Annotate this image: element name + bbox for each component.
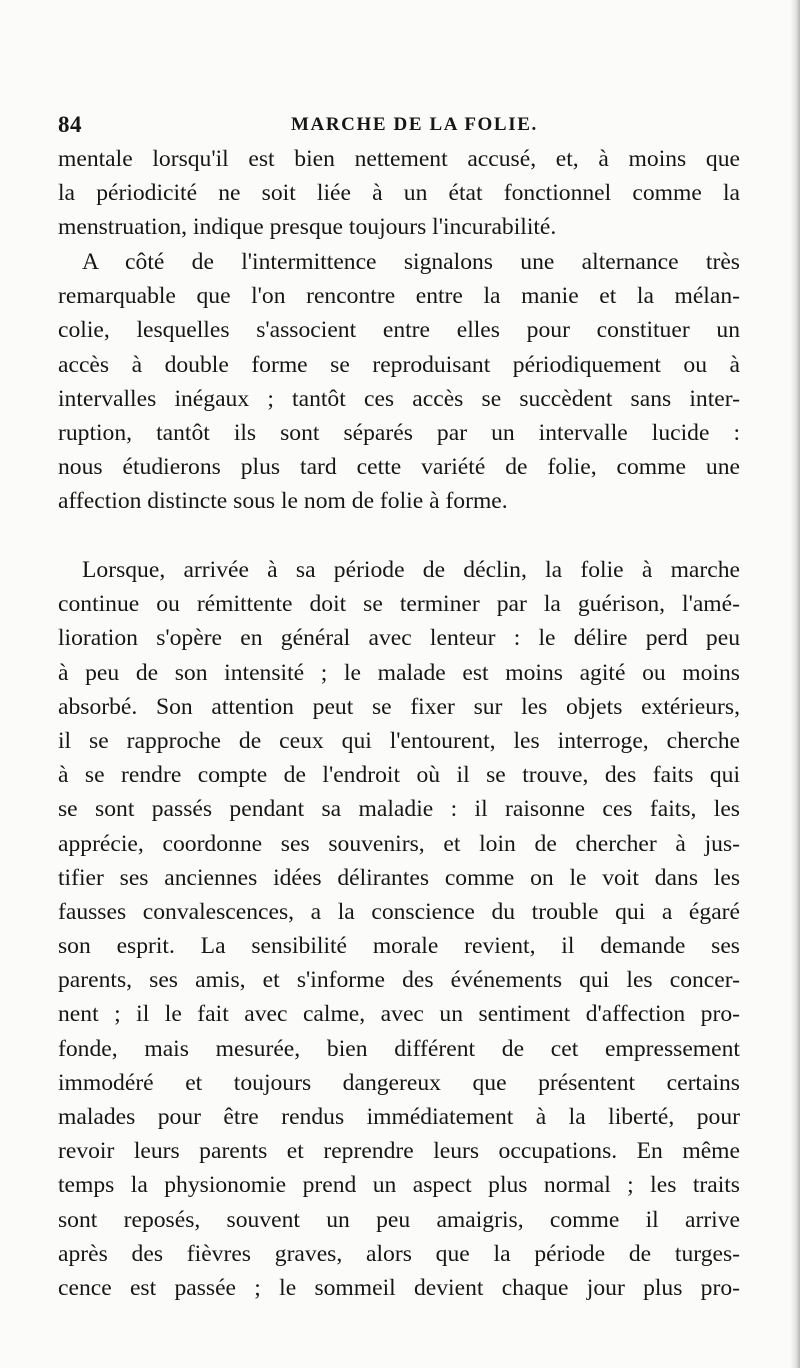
- text-line: immodéré et toujours dangereux que présentent certains: [58, 1069, 740, 1096]
- paragraph-3: [58, 553, 740, 1305]
- text-line: fausses convalescences, a la conscience du trouble qui a égaré: [58, 898, 740, 925]
- text-line: la périodicité ne soit liée à un état fonctionnel comme la: [58, 180, 740, 207]
- text-line: il se rapproche de ceux qui l'entourent, les interroge, cherche: [58, 727, 740, 754]
- text-line: accès à double forme se reproduisant périodiquement ou à: [58, 351, 740, 378]
- text-line: A côté de l'intermittence signalons une alternance très: [82, 249, 740, 275]
- text-line: se sont passés pendant sa maladie : il raisonne ces faits, les: [58, 796, 740, 823]
- text-line: colie, lesquelles s'associent entre elles pour constituer un: [58, 317, 740, 344]
- text-line: parents, ses amis, et s'informe des événements qui les concer-: [58, 967, 740, 994]
- text-line: revoir leurs parents et reprendre leurs occupations. En même: [58, 1138, 740, 1165]
- text-line: intervalles inégaux ; tantôt ces accès se succèdent sans inter-: [58, 385, 740, 412]
- text-line: après des fièvres graves, alors que la période de turges-: [58, 1240, 740, 1267]
- text-line: sont reposés, souvent un peu amaigris, comme il arrive: [58, 1206, 740, 1233]
- text-line: mentale lorsqu'il est bien nettement accusé, et, à moins que: [58, 146, 740, 172]
- text-line: menstruation, indique presque toujours l'incurabilité.: [58, 214, 557, 241]
- text-line: temps la physionomie prend un aspect plus normal ; les traits: [58, 1172, 740, 1199]
- text-line: son esprit. La sensibilité morale revient, il demande ses: [58, 933, 740, 960]
- text-line: nous étudierons plus tard cette variété de folie, comme une: [58, 454, 740, 481]
- text-line: ruption, tantôt ils sont séparés par un intervalle lucide :: [58, 419, 740, 446]
- paragraph-1: [58, 142, 740, 245]
- running-title: MARCHE DE LA FOLIE.: [291, 114, 538, 135]
- text-line: apprécie, coordonne ses souvenirs, et loin de chercher à jus-: [58, 830, 740, 857]
- text-line: à se rendre compte de l'endroit où il se trouve, des faits qui: [58, 762, 740, 789]
- text-line: lioration s'opère en général avec lenteur : le délire perd peu: [58, 625, 740, 652]
- page-header: [58, 112, 748, 144]
- text-line: à peu de son intensité ; le malade est moins agité ou moins: [58, 659, 740, 686]
- text-line: continue ou rémittente doit se terminer par la guérison, l'amé-: [58, 591, 740, 618]
- text-line: fonde, mais mesurée, bien différent de cet empressement: [58, 1035, 740, 1062]
- text-line: Lorsque, arrivée à sa période de déclin, la folie à marche: [82, 557, 740, 583]
- page-number: 84: [58, 112, 82, 137]
- paragraph-2: [58, 245, 740, 519]
- text-line: tifier ses anciennes idées délirantes comme on le voit dans les: [58, 864, 740, 891]
- text-line: malades pour être rendus immédiatement à la liberté, pour: [58, 1104, 740, 1130]
- text-line: affection distincte sous le nom de folie à forme.: [58, 488, 508, 515]
- text-line: remarquable que l'on rencontre entre la manie et la mélan-: [58, 283, 740, 310]
- text-line: nent ; il le fait avec calme, avec un sentiment d'affection pro-: [58, 1001, 740, 1028]
- text-line: absorbé. Son attention peut se fixer sur les objets extérieurs,: [58, 693, 740, 720]
- text-line: cence est passée ; le sommeil devient chaque jour plus pro-: [58, 1274, 740, 1301]
- page-edge-shadow: [790, 0, 800, 1368]
